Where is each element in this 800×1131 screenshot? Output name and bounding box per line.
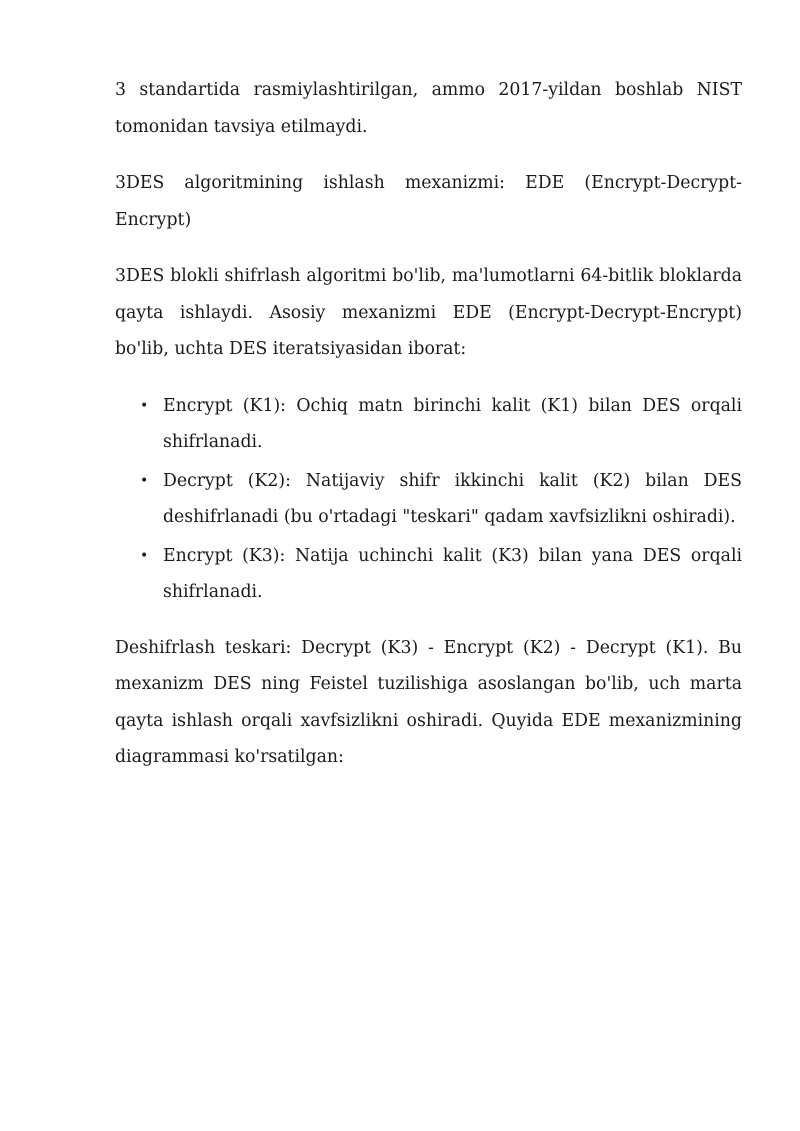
list-item [115, 463, 742, 536]
bullet-icon: • [140, 397, 149, 414]
bullet-icon: • [140, 472, 149, 489]
ede-steps-list [115, 388, 742, 611]
list-item [115, 388, 742, 461]
bullet-icon: • [140, 547, 149, 564]
list-item-text: Encrypt (K1): Ochiq matn birinchi kalit (K1) bilan DES orqali shifrlanadi. [163, 395, 742, 452]
document-page [115, 72, 742, 776]
list-item-text: Encrypt (K3): Natija uchinchi kalit (K3) bilan yana DES orqali shifrlanadi. [163, 545, 742, 602]
list-item [115, 538, 742, 611]
paragraph-standard-note: 3 standartida rasmiylashtirilgan, ammo 2017-yildan boshlab NIST tomonidan tavsiya etilmaydi. [115, 80, 742, 137]
list-item-text: Decrypt (K2): Natijaviy shifr ikkinchi kalit (K2) bilan DES deshifrlanadi (bu o'rtadagi "teskari" qadam xavfsizlikni oshiradi). [163, 470, 742, 527]
paragraph-ede-heading: 3DES algoritmining ishlash mexanizmi: EDE (Encrypt-Decrypt-Encrypt) [115, 173, 742, 230]
paragraph-decryption-note: Deshifrlash teskari: Decrypt (K3) - Encrypt (K2) - Decrypt (K1). Bu mexanizm DES ning Feistel tuzilishiga asoslangan bo'lib, uch marta qayta ishlash orqali xavfsizlikni oshiradi. Quyida EDE mexanizmining diagrammasi ko'rsatilgan: [115, 637, 742, 767]
paragraph-3des-intro: 3DES blokli shifrlash algoritmi bo'lib, ma'lumotlarni 64-bitlik bloklarda qayta ishlaydi. Asosiy mexanizmi EDE (Encrypt-Decrypt-Encrypt) bo'lib, uchta DES iteratsiyasidan iborat: [115, 266, 742, 359]
